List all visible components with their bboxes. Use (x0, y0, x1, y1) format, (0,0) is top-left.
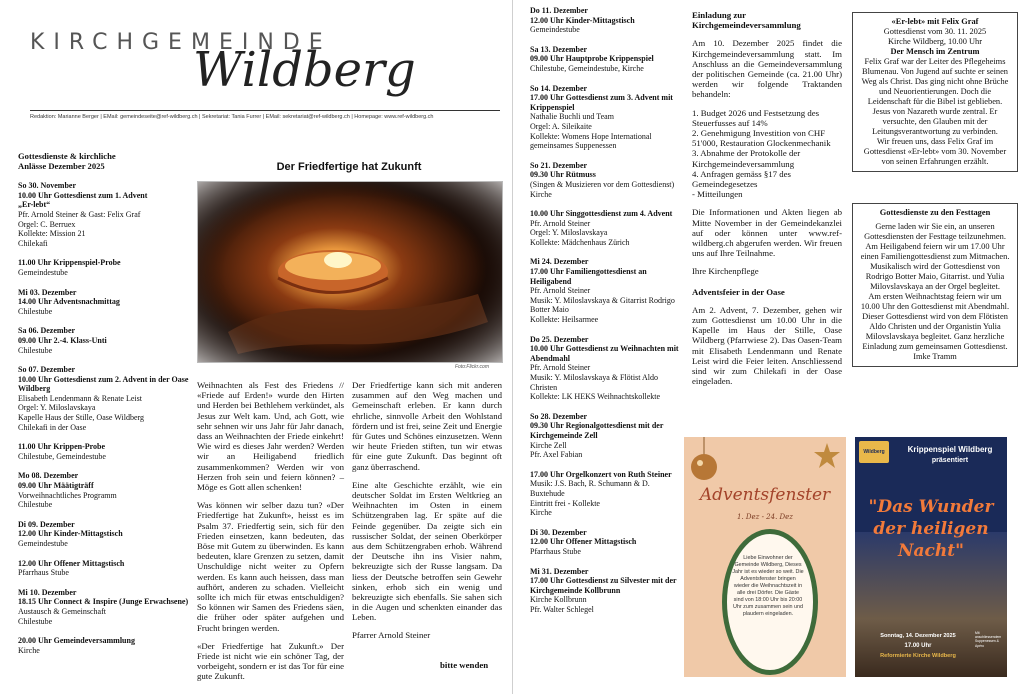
adventsfenster-poster (684, 437, 846, 677)
event-title: 09.00 Uhr Määtigträff (18, 481, 94, 491)
event-date: Mi 24. Dezember (530, 257, 589, 267)
masthead-kirchgemeinde: KIRCHGEMEINDE (30, 30, 332, 55)
event-item (530, 470, 680, 518)
event-detail: Kirche (530, 508, 552, 518)
event-title: 17.00 Uhr Gottesdienst zu Silvester mit der Kirchgemeinde Kollbrunn (530, 576, 677, 595)
event-item (18, 365, 190, 432)
krippenspiel-poster (855, 437, 1007, 677)
event-detail: gemeinsames Suppenessen (530, 141, 617, 151)
event-item (530, 161, 680, 199)
article-column-1 (197, 380, 344, 690)
erlebt-box (852, 12, 1018, 172)
event-detail: Chilestube (18, 500, 53, 510)
event-detail: Chilekafi (18, 238, 48, 248)
event-detail: Musik: J.S. Bach, R. Schumann & D. Buxtehude (530, 479, 650, 498)
event-detail: Vorweihnachtliches Programm (18, 490, 117, 500)
event-detail: Chilekafi in der Oase (18, 422, 87, 432)
event-date: Mo 08. Dezember (18, 471, 79, 481)
event-title: 09.00 Uhr 2.-4. Klass-Unti (18, 335, 107, 345)
event-item (530, 257, 680, 324)
poster-side-note: Mit anschliessendem Suppenessen & Apéro (975, 631, 1002, 648)
event-date: So 07. Dezember (18, 365, 76, 375)
event-detail: Gemeindestube (18, 267, 68, 277)
event-item (18, 588, 190, 626)
festtage-text: Am ersten Weihnachtstag feiern wir um 10.00 Uhr den Gottesdienst mit Abendmahl. (860, 292, 1010, 311)
adventsfenster-text: Liebe Einwohner der Gemeinde Wildberg, Dieses Jahr ist es wieder so weit. Die Adventsfenster bringen wieder die Weihnachtszeit in alle drei Dörfer. Die Gäste sind von 18:00 Uhr bis 20:00 Uhr zum zusammen sein und plaudern eingeladen. (732, 555, 804, 617)
event-detail: Pfr. Arnold Steiner & Gast: Felix Graf (18, 209, 141, 219)
event-detail: Orgel: Y. Miloslavskaya (530, 228, 608, 238)
poster-title-2: der heiligen (873, 519, 989, 539)
event-item (530, 209, 680, 247)
event-item (18, 326, 190, 355)
event-detail: Pfarrhaus Stube (530, 546, 581, 556)
event-detail: Pfr. Arnold Steiner (530, 218, 591, 228)
event-date: So 21. Dezember (530, 160, 588, 170)
event-title: 12.00 Uhr Offener Mittagstisch (530, 537, 637, 547)
event-detail: Elisabeth Lendenmann & Renate Leist (18, 393, 142, 403)
event-title: 10.00 Uhr Gottesdienst zum 1. Advent (18, 190, 148, 200)
event-detail: Pfr. Axel Fabian (530, 450, 583, 460)
event-item (530, 528, 680, 557)
invitation-text-2: Die Informationen und Akten liegen ab Mitte November in der Gemeindekanzlei auf oder können unter www.ref-wildberg.ch abgerufen werden. Wir freuen uns auf Ihre Teilnahme. (692, 207, 842, 259)
article-paragraph: Weihnachten als Fest des Friedens // «Friede auf Erden!» wurde den Hirten und Herden bei Bethlehem verkündet, als Jesus zur Welt kam. Und, ach Gott, wie sehr sehnen wir uns Jahr für Jahr danach, dass an Weihnachten der Friede einkehrt! Wie wird es dieses Jahr werden? Werden wir an Heiligabend friedlich zusammenkommen? Werden wir von Herzen froh sein und feiern können? – Möge es Gott allen schenken! (197, 380, 344, 493)
event-date: So 14. Dezember (530, 83, 588, 93)
calendar-event-list (530, 6, 680, 614)
event-item (18, 442, 190, 461)
erlebt-date: Gottesdienst vom 30. 11. 2025 (883, 27, 987, 36)
article-column-2 (352, 380, 502, 631)
erlebt-text-2: Wir freuen uns, dass Felix Graf im Gottesdienst «Er-lebt» vom 30. November von seinen Erfahrungen erzählt. (863, 137, 1007, 166)
erlebt-place: Kirche Wildberg, 10.00 Uhr (887, 37, 983, 46)
event-title: 09.30 Uhr Regionalgottesdienst mit der Kirchgemeinde Zell (530, 421, 664, 440)
adventsfenster-title: Adventsfenster (699, 485, 831, 505)
event-title: 09.00 Uhr Hauptprobe Krippenspiel (530, 54, 654, 64)
invitation-items (692, 108, 842, 200)
event-detail: Kirche (530, 189, 552, 199)
article-paragraph: Eine alte Geschichte erzählt, wie ein deutscher Soldat im Ersten Weltkrieg an Weihnachten im Osten in einem Schützengraben lag. Er späte auf die Feinde gegenüber. Da zeigte sich ein russischer Soldat, der seinen Oberkörper aus dem Schützengraben erhob. Während der Deutsche ihn ins Visier nahm, bekreuzigte sich der Russe langsam. Da liess der Deutsche betroffen sein Gewehr sinken, erhob sich ein wenig und bekreuzigte sich ebenfalls. Sie sahen sich in die Augen und schenkten einander das Leben. (352, 479, 502, 623)
erlebt-subtitle: Der Mensch im Zentrum (890, 47, 980, 56)
event-item (530, 335, 680, 402)
event-detail: Chilestube, Gemeindestube, Kirche (530, 63, 644, 73)
poster-title-1: "Das Wunder (868, 497, 994, 517)
event-date: So 30. November (18, 181, 76, 191)
photo-credit: Foto:Flickr.com (455, 364, 489, 370)
masthead-wildberg: Wildberg (193, 42, 416, 98)
event-date: Mi 03. Dezember (18, 287, 77, 297)
event-item (530, 412, 680, 460)
event-detail: Kollekte: LK HEKS Weihnachtskollekte (530, 392, 661, 402)
sidebar-title-2: Anlässe Dezember 2025 (18, 160, 105, 171)
event-item (18, 636, 190, 655)
poster-place: Reformierte Kirche Wildberg (880, 653, 956, 659)
event-title: 11.00 Uhr Krippen-Probe (18, 442, 106, 452)
event-item (18, 288, 190, 317)
erlebt-text: Felix Graf war der Leiter des Pflegeheims Blumenau. Von Jugend auf suchte er seinen Weg als Christ. Das ging nicht ohne Brüche und Neuorientierungen. Doch die Leidenschaft für die Bibel ist geblieben. Jesus von Nazareth wurde zentral. Er versuchte, den Glauben mit der Leitungsverantwortung zu verbinden. (861, 57, 1009, 136)
event-date: Mi 31. Dezember (530, 566, 589, 576)
event-detail: Chilestube (18, 616, 53, 626)
event-date: Do 11. Dezember (530, 6, 588, 15)
event-title: 17.00 Uhr Orgelkonzert von Ruth Steiner (530, 469, 672, 479)
invitation-signature: Ihre Kirchenpflege (692, 266, 759, 277)
event-detail: Orgel: A. Sileikaite (530, 121, 592, 131)
oase-text: Am 2. Advent, 7. Dezember, gehen wir zum Gottesdienst um 10.00 Uhr in die Kapelle im Haus der Stille, Oase Wildberg (Pfarrwiese 2). Das Oasen-Team mit Elisabeth Lendenmann und Renate Leist wird die Feier leiten. Anschliessend sind wir zum Chilekafi in der Oase eingeladen. (692, 304, 842, 387)
invitation-item: 4. Anfragen gemäss §17 des Gemeindegesetzes (692, 168, 791, 190)
invitation-heading: Einladung zur Kirchgemeindeversammlung (692, 10, 801, 31)
event-item (18, 258, 190, 277)
sidebar-title-1: Gottesdienste & kirchliche (18, 151, 116, 161)
event-title: 18.15 Uhr Connect & Inspire (Junge Erwachsene) (18, 597, 189, 607)
event-detail: Musik: Y. Miloslavskaya & Flötist Aldo Christen (530, 373, 659, 392)
event-date: Do 25. Dezember (530, 334, 589, 344)
festtage-text: Gerne laden wir Sie ein, an unseren Gottesdiensten der Festtage teilzunehmen. (864, 222, 1006, 241)
masthead-rule (30, 110, 500, 111)
event-title: 12.00 Uhr Kinder-Mittagstisch (530, 15, 635, 25)
invitation-item: 2. Genehmigung Investition von CHF 51'000, Restauration Glockenmechanik (692, 128, 831, 149)
event-detail: Chilestube, Gemeindestube (18, 451, 106, 461)
poster-logo: Wildberg (859, 441, 889, 463)
erlebt-title: «Er-lebt» mit Felix Graf (891, 17, 979, 26)
event-detail: Nathalie Buchli und Team (530, 112, 614, 122)
event-detail: (Singen & Musizieren vor dem Gottesdienst) (530, 179, 675, 189)
event-detail: Gemeindestube (18, 539, 68, 548)
event-detail: Kirche (18, 645, 40, 655)
event-date: Di 30. Dezember (530, 527, 587, 537)
oase-heading: Adventsfeier in der Oase (692, 286, 785, 297)
event-detail: Kapelle Haus der Stille, Oase Wildberg (18, 413, 145, 423)
festtage-text: Musikalisch wird der Gottesdienst von Rodrigo Botter Maio, Gitarrist. und Yulia Milovslavskaya an der Orgel begleitet. (865, 262, 1005, 291)
star-icon (812, 441, 842, 471)
event-title: 10.00 Uhr Singgottesdienst zum 4. Advent (530, 209, 673, 219)
event-title: 12.00 Uhr Kinder-Mittagstisch (18, 529, 123, 539)
event-item (530, 6, 680, 35)
event-date: Sa 06. Dezember (18, 326, 76, 336)
event-item (530, 84, 680, 151)
event-item (18, 559, 190, 578)
event-date: So 28. Dezember (530, 411, 588, 421)
event-item (530, 45, 680, 74)
bitte-wenden: bitte wenden (440, 660, 489, 670)
event-item (530, 567, 680, 615)
event-title: 14.00 Uhr Adventsnachmittag (18, 297, 120, 307)
poster-praesentiert: präsentiert (931, 457, 969, 464)
event-detail: Musik: Y. Miloslavskaya & Gitarrist Rodrigo Botter Maio (530, 295, 675, 315)
event-detail: Pfarrhaus Stube (18, 568, 69, 578)
event-detail: Orgel: C. Berruex (18, 219, 76, 229)
event-title: 10.00 Uhr Gottesdienst zum 2. Advent in der Oase Wildberg (18, 374, 189, 394)
poster-org: Krippenspiel Wildberg (907, 445, 993, 454)
event-title: 20.00 Uhr Gemeindeversammlung (18, 636, 135, 646)
event-title: 17.00 Uhr Familiengottesdienst an Heiligabend (530, 267, 647, 286)
article-paragraph: Was können wir selber dazu tun? «Der Friedfertige hat Zukunft», heisst es im Psalm 37. Friedfertig sein, sich für den Frieden einsetzen, kann bedeuten, das Böse mit Gutem zu überwinden. Es kann bedeuten, klare Grenzen zu setzen, damit Unschuldige nicht weiter zu Opfern werden. Es kann auch heissen, dass man aufhört, anderen zu schaden. Vielleicht sollte ich mich für etwas entschuldigen? So können wir Samen des Friedens säen, die früher oder später aufgehen und Frucht bringen werden. (197, 500, 344, 633)
invitation-item: 3. Abnahme der Protokolle der Kirchgemeindeversammlung (692, 148, 801, 169)
event-detail: Chilestube (18, 306, 53, 316)
event-detail: Gemeindestube (530, 25, 580, 35)
event-detail: Kollekte: Mädchenhaus Zürich (530, 237, 630, 247)
poster-time: 17.00 Uhr (904, 643, 932, 649)
event-detail: Kollekte: Womens Hope International (530, 131, 652, 141)
festtage-title: Gottesdienste zu den Festtagen (879, 208, 991, 217)
festtage-text: Dieser Gottesdienst wird von dem Flötisten Aldo Christen und der Organistin Yulia Milovslavskaya begleitet. Ganz herzliche Einladung zum gemeinsamen Gottesdienst. (862, 312, 1008, 351)
event-item (18, 520, 190, 549)
event-date: Di 09. Dezember (18, 519, 75, 529)
event-title: „Er-lebt“ (18, 200, 51, 210)
event-date: Sa 13. Dezember (530, 44, 588, 54)
event-detail: Pfr. Arnold Steiner (530, 363, 591, 373)
adventsfenster-dates: 1. Dez - 24. Dez (737, 513, 793, 521)
event-date: Mi 10. Dezember (18, 587, 77, 597)
page-divider (512, 0, 513, 694)
event-detail: Austausch & Gemeinschaft (18, 606, 106, 616)
event-detail: Orgel: Y. Miloslavskaya (18, 403, 96, 413)
article-signature: Pfarrer Arnold Steiner (352, 630, 431, 640)
invitation-section (692, 10, 842, 387)
event-item (18, 471, 190, 509)
event-detail: Eintritt frei - Kollekte (530, 498, 600, 508)
invitation-item: 1. Budget 2026 und Festsetzung des Steuerfusses auf 14% (692, 107, 820, 128)
festtage-text: Am Heiligabend feiern wir um 17.00 Uhr einen Familiengottesdienst zum Mitmachen. (860, 242, 1010, 261)
invitation-text: Am 10. Dezember 2025 findet die Kirchgemeindeversammlung statt. Im Anschluss an die Gemeindeversammlung der politischen Gemeinde (ca. 21.00 Uhr) werden wir folgende Traktanden behandeln: (692, 38, 842, 100)
article-headline: Der Friedfertige hat Zukunft (276, 161, 422, 173)
sidebar-calendar (18, 152, 190, 665)
event-title: 11.00 Uhr Krippenspiel-Probe (18, 258, 121, 268)
festtage-signature: Imke Tramm (913, 352, 957, 361)
sidebar-event-list (18, 181, 190, 655)
event-detail: Kirche Zell (530, 440, 567, 450)
event-detail: Pfr. Walter Schlegel (530, 604, 594, 614)
article-paragraph: Der Friedfertige kann sich mit anderen zusammen auf den Weg machen und Gemeinschaft erleben. Er kann durch ehrliche, sinnvolle Arbeit den Wohlstand fördern und ist frei, seine Zeit und Energie für Gutes und Schönes einzusetzen. Wenn wir heute Frieden stiften, tun wir etwas für eine gute Zukunft. Das beginnt oft ganz überraschend. (352, 380, 502, 472)
poster-date: Sonntag, 14. Dezember 2025 (880, 633, 956, 639)
invitation-item: - Mitteilungen (692, 189, 743, 200)
event-title: 09.30 Uhr Rütmuss (530, 170, 596, 180)
event-detail: Kollekte: Mission 21 (18, 229, 86, 239)
article-paragraph: «Der Friedfertige hat Zukunft.» Der Friede ist nicht wie ein schöner Tag, der vorbeigeht, sondern er ist das Tor für eine gute Zukunft. (197, 640, 344, 682)
event-detail: Chilestube (18, 345, 53, 355)
event-title: 10.00 Uhr Gottesdienst zu Weihnachten mit Abendmahl (530, 344, 679, 363)
calendar-continued (530, 6, 680, 624)
poster-title-3: Nacht" (898, 541, 964, 561)
event-title: 17.00 Uhr Gottesdienst zum 3. Advent mit Krippenspiel (530, 93, 673, 112)
festtage-box (852, 203, 1018, 367)
masthead-redaktion: Redaktion: Marianne Berger | EMail: gemeindeseite@ref-wildberg.ch | Sekretariat: Tania Furrer | EMail: sekretariat@ref-wildberg.ch | Homepage: www.ref-wildberg.ch (30, 114, 434, 120)
event-item (18, 181, 190, 248)
event-detail: Kollekte: Heilsarmee (530, 315, 599, 325)
event-detail: Pfr. Arnold Steiner (530, 286, 591, 296)
event-title: 12.00 Uhr Offener Mittagstisch (18, 558, 125, 568)
candle-hands-photo (197, 181, 503, 363)
event-detail: Kirche Kollbrunn (530, 595, 587, 605)
